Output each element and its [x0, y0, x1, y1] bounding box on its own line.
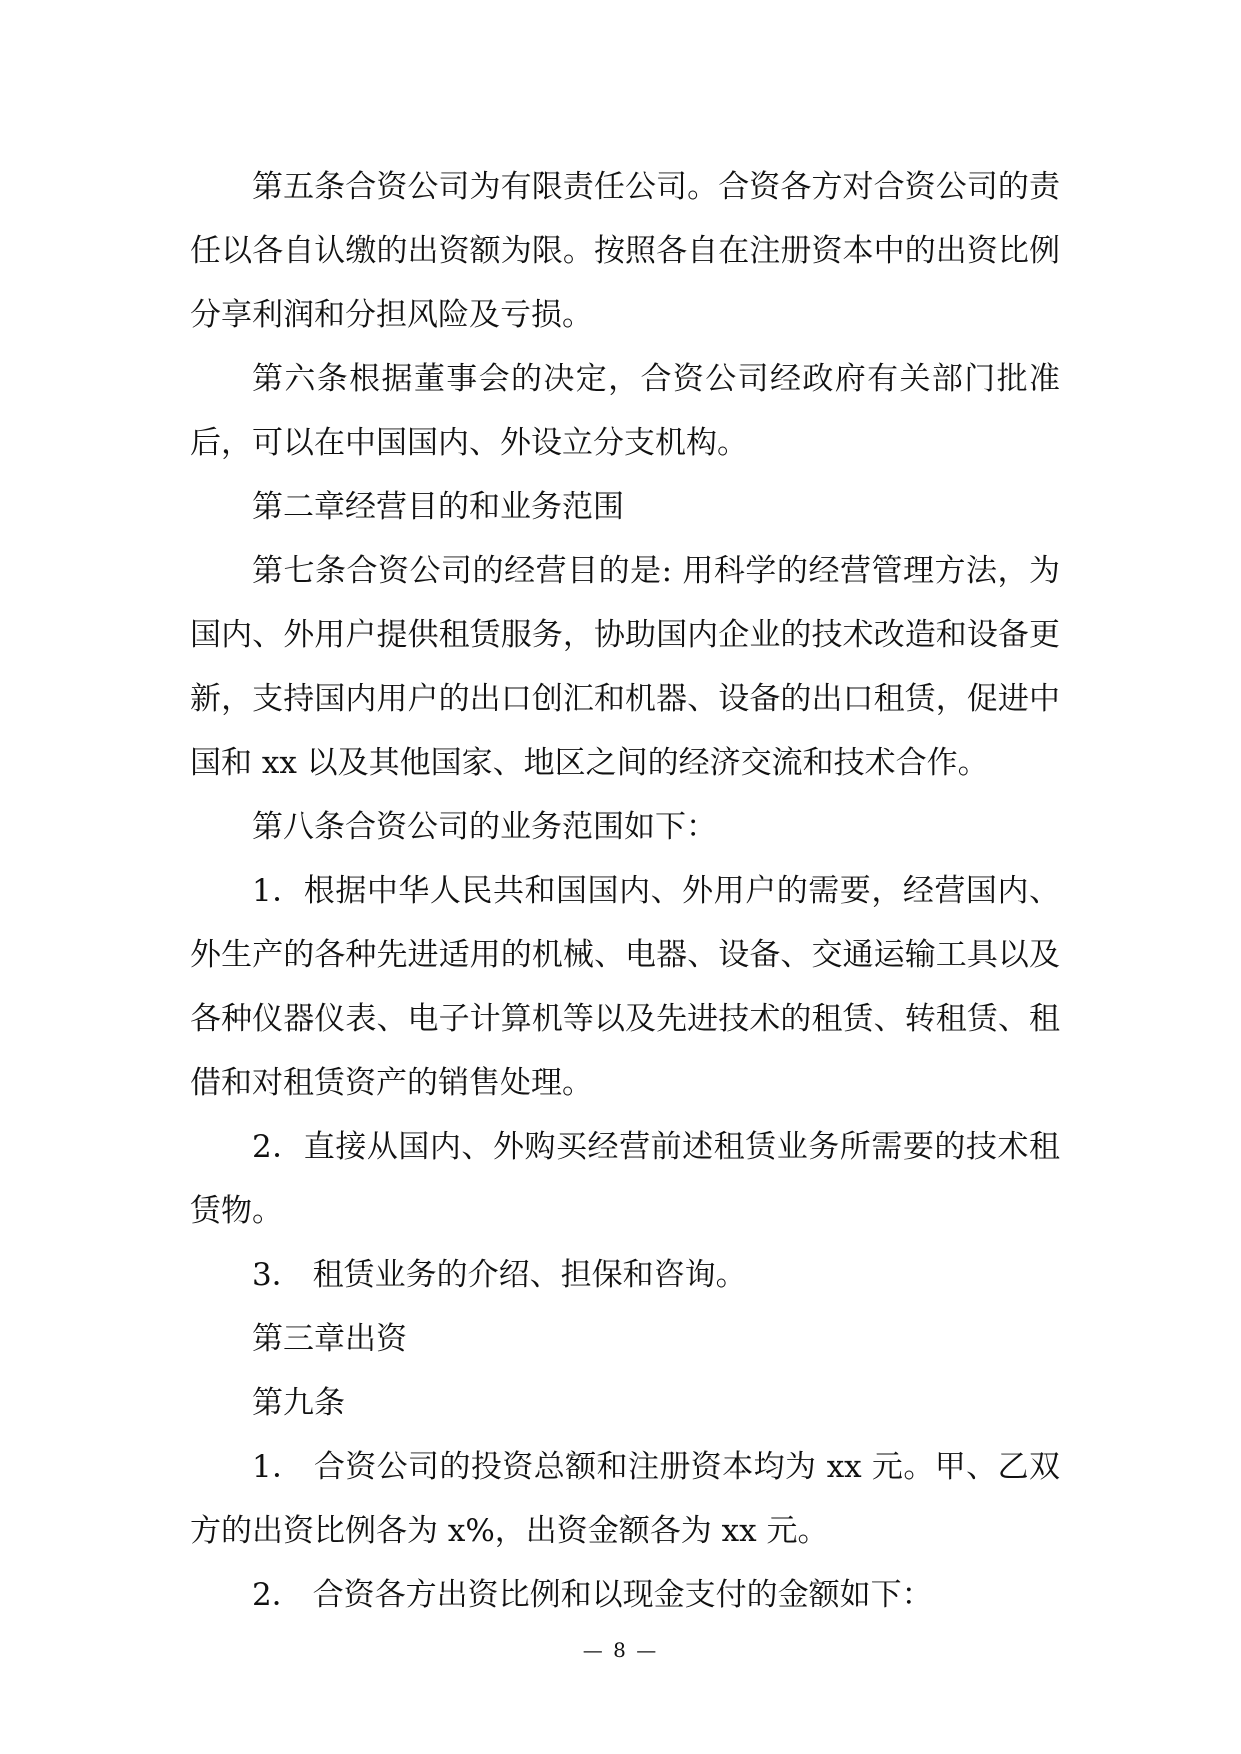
page-number: — 8 — — [582, 1638, 659, 1662]
article-9-item-2: 2． 合资各方出资比例和以现金支付的金额如下： — [252, 1577, 933, 1613]
article-6: 第六条根据董事会的决定，合资公司经政府有关部门批准后，可以在中国国内、外设立分支机构。 — [190, 361, 1060, 461]
article-7: 第七条合资公司的经营目的是: 用科学的经营管理方法，为国内、外用户提供租赁服务，协助国内企业的技术改造和设备更新，支持国内用户的出口创汇和机器、设备的出口租赁，促进中国和 xx 以及其他国家、地区之间的经济交流和技术合作。 — [190, 553, 1060, 781]
article-9-item-1: 1． 合资公司的投资总额和注册资本均为 xx 元。甲、乙双方的出资比例各为 x%，出资金额各为 xx 元。 — [190, 1449, 1060, 1549]
chapter-2-heading: 第二章经营目的和业务范围 — [252, 489, 624, 525]
article-9-heading: 第九条 — [252, 1385, 345, 1421]
article-8: 第八条合资公司的业务范围如下： — [252, 809, 717, 845]
article-8-item-1: 1．根据中华人民共和国国内、外用户的需要，经营国内、外生产的各种先进适用的机械、电器、设备、交通运输工具以及各种仪器仪表、电子计算机等以及先进技术的租赁、转租赁、租借和对租赁资产的销售处理。 — [190, 873, 1060, 1101]
article-8-item-2: 2．直接从国内、外购买经营前述租赁业务所需要的技术租赁物。 — [190, 1129, 1060, 1229]
article-8-item-3: 3． 租赁业务的介绍、担保和咨询。 — [252, 1257, 747, 1293]
document-body — [190, 155, 1060, 1627]
article-5: 第五条合资公司为有限责任公司。合资各方对合资公司的责任以各自认缴的出资额为限。按照各自在注册资本中的出资比例分享利润和分担风险及亏损。 — [190, 169, 1060, 333]
chapter-3-heading: 第三章出资 — [252, 1321, 407, 1357]
